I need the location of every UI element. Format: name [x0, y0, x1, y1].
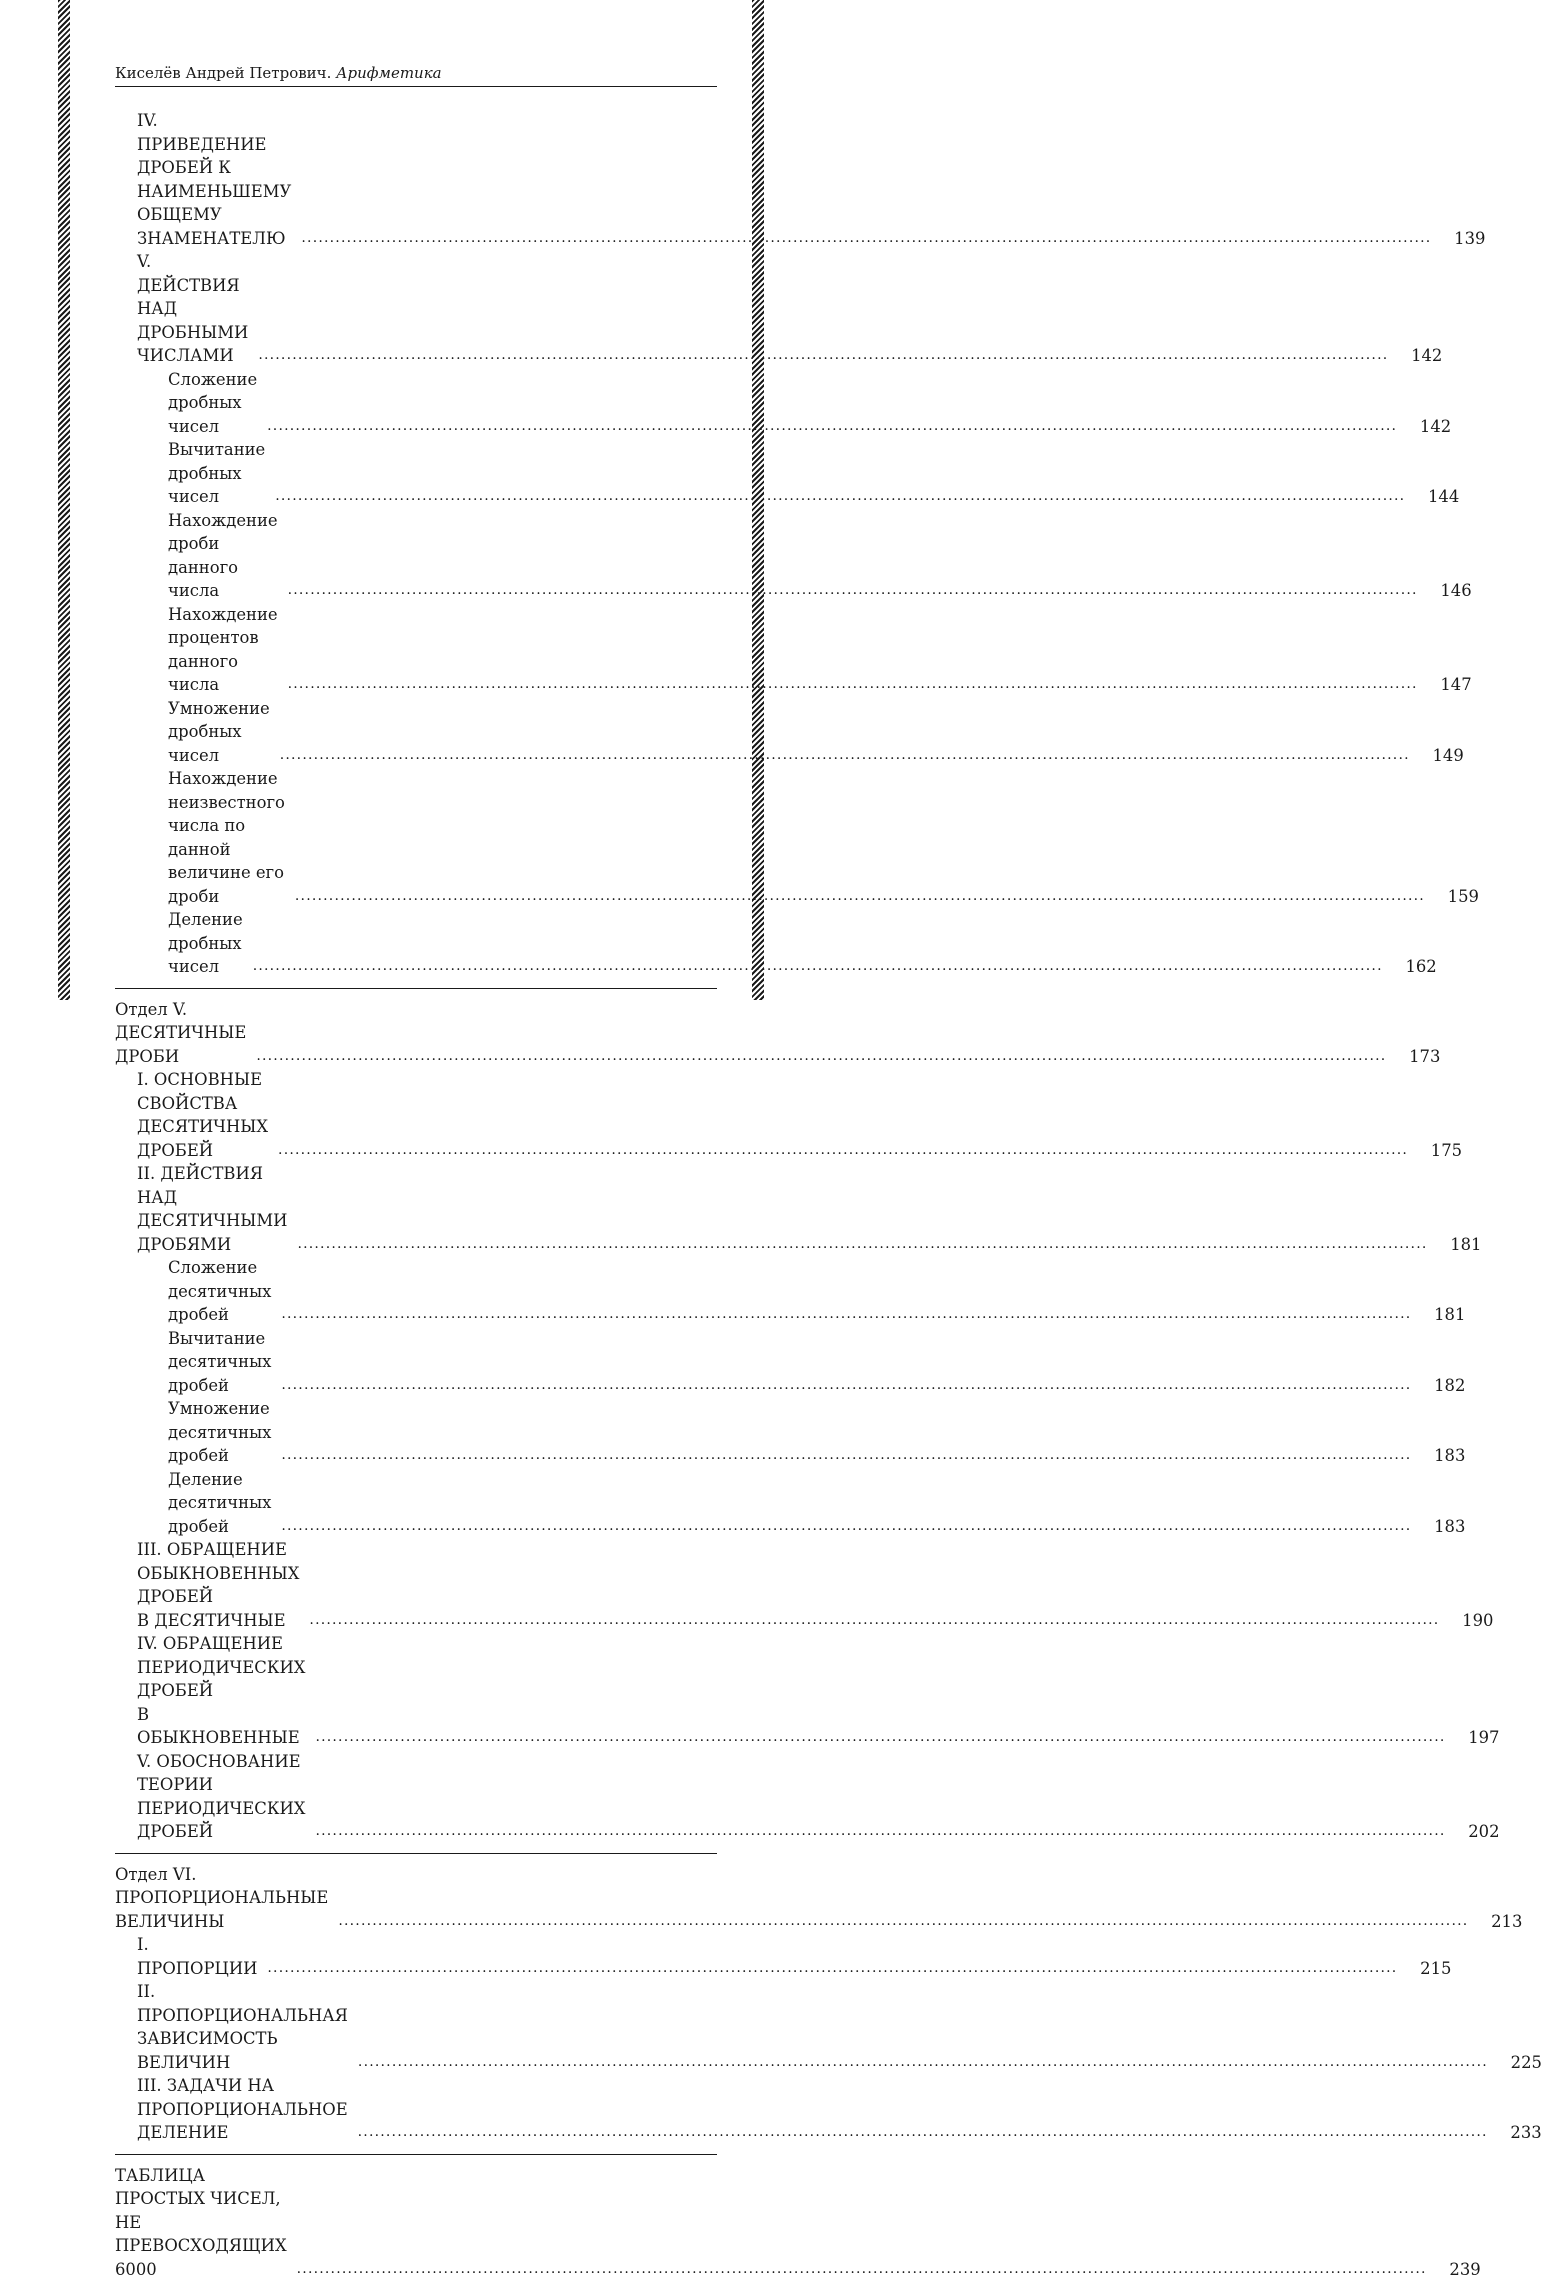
dot-leader	[338, 1910, 1468, 1934]
toc-entry-title	[137, 1538, 299, 1632]
toc-entry	[115, 1632, 717, 1750]
toc-entry-title	[168, 1468, 271, 1539]
toc-page-number: 149	[1426, 744, 1464, 768]
dot-leader	[278, 1139, 1408, 1163]
toc-entry-title-line: I. ОСНОВНЫЕ СВОЙСТВА ДЕСЯТИЧНЫХ	[137, 1068, 268, 1139]
dot-leader	[358, 2051, 1488, 2075]
toc-entry-title	[115, 2164, 287, 2281]
dot-leader	[267, 1957, 1397, 1981]
toc-entry	[115, 1397, 717, 1468]
toc-entry-title-line: ТАБЛИЦА ПРОСТЫХ ЧИСЕЛ,	[115, 2164, 287, 2211]
toc-entry-title	[168, 767, 285, 908]
toc-entry-title-line: Нахождение дроби данного числа	[168, 509, 278, 603]
toc-entry-title	[137, 1632, 305, 1750]
toc-entry-title-line: величине его дроби	[168, 861, 285, 908]
toc-entry-title-line: Деление десятичных дробей	[168, 1468, 271, 1539]
dot-leader	[315, 1820, 1445, 1844]
toc-page-number: 162	[1399, 955, 1437, 979]
dot-leader	[281, 1515, 1411, 1539]
dot-leader	[275, 485, 1405, 509]
table-of-contents	[115, 109, 717, 2281]
toc-entry	[115, 603, 717, 697]
toc-entry	[115, 988, 717, 1069]
dot-leader	[280, 744, 1410, 768]
toc-entry-title-line: V. ДЕЙСТВИЯ НАД ДРОБНЫМИ ЧИСЛАМИ	[137, 250, 248, 368]
toc-entry-title	[168, 603, 278, 697]
toc-entry-title	[115, 998, 246, 1069]
header-author: Киселёв Андрей Петрович.	[115, 64, 331, 82]
toc-entry-title	[168, 438, 265, 509]
toc-page-number: 239	[1443, 2258, 1481, 2281]
toc-entry	[115, 1538, 717, 1632]
dot-leader	[315, 1726, 1445, 1750]
toc-page-number: 175	[1424, 1139, 1462, 1163]
toc-entry-title-line: Умножение десятичных дробей	[168, 1397, 271, 1468]
running-header	[115, 63, 717, 87]
toc-entry-title-line: Вычитание десятичных дробей	[168, 1327, 271, 1398]
toc-entry-title	[168, 1397, 271, 1468]
dot-leader	[309, 1609, 1439, 1633]
toc-entry	[115, 509, 717, 603]
toc-entry-title	[168, 1256, 271, 1327]
toc-page-number: 202	[1462, 1820, 1500, 1844]
toc-entry-title-line: Вычитание дробных чисел	[168, 438, 265, 509]
toc-page-number: 142	[1413, 415, 1451, 439]
toc-entry-title-line: Деление дробных чисел	[168, 908, 243, 979]
toc-entry	[115, 2154, 717, 2281]
toc-page-number: 215	[1413, 1957, 1451, 1981]
dot-leader	[281, 1303, 1411, 1327]
toc-entry-title	[115, 1863, 328, 1934]
toc-entry-title-line: ДРОБЕЙ	[137, 1820, 305, 1844]
toc-entry-title-line: ДРОБЕЙ	[137, 1139, 268, 1163]
toc-page-number: 142	[1404, 344, 1442, 368]
toc-page-number: 173	[1402, 1045, 1440, 1069]
dot-leader	[297, 1233, 1427, 1257]
toc-entry	[115, 1327, 717, 1398]
toc-page-number: 144	[1421, 485, 1459, 509]
toc-entry-title	[137, 109, 291, 250]
toc-page-number: 197	[1462, 1726, 1500, 1750]
toc-entry-title-line: V. ОБОСНОВАНИЕ ТЕОРИИ ПЕРИОДИЧЕСКИХ	[137, 1750, 305, 1821]
toc-entry	[115, 1750, 717, 1844]
toc-entry-title-line: II. ПРОПОРЦИОНАЛЬНАЯ ЗАВИСИМОСТЬ	[137, 1980, 348, 2051]
header-book-title: Арифметика	[336, 64, 441, 82]
toc-entry-title-line: Нахождение неизвестного числа по данной	[168, 767, 285, 861]
toc-entry-title-line: В ДЕСЯТИЧНЫЕ	[137, 1609, 299, 1633]
toc-page-number: 183	[1427, 1515, 1465, 1539]
toc-page-number: 233	[1504, 2121, 1542, 2145]
toc-entry	[115, 2074, 717, 2145]
toc-entry-title-line: Отдел V. ДЕСЯТИЧНЫЕ ДРОБИ	[115, 998, 246, 1069]
toc-entry	[115, 250, 717, 368]
toc-entry-title-line: НЕ ПРЕВОСХОДЯЩИХ 6000	[115, 2211, 287, 2281]
toc-entry-title-line: I. ПРОПОРЦИИ	[137, 1933, 257, 1980]
toc-entry-title-line: Сложение дробных чисел	[168, 368, 257, 439]
dot-leader	[301, 227, 1431, 251]
toc-entry	[115, 438, 717, 509]
toc-entry-title	[168, 697, 270, 768]
left-page-edge-decoration	[58, 0, 70, 1000]
dot-leader	[288, 579, 1418, 603]
toc-entry	[115, 1933, 717, 1980]
toc-entry-title-line: IV. ПРИВЕДЕНИЕ ДРОБЕЙ К НАИМЕНЬШЕМУ	[137, 109, 291, 203]
toc-page-number: 181	[1444, 1233, 1482, 1257]
toc-entry	[115, 1980, 717, 2074]
toc-entry-title-line: Сложение десятичных дробей	[168, 1256, 271, 1327]
toc-entry-title	[137, 2074, 348, 2145]
toc-page-number: 159	[1441, 885, 1479, 909]
toc-entry-title	[137, 1980, 348, 2074]
dot-leader	[256, 1045, 1386, 1069]
toc-entry-title	[137, 250, 248, 368]
toc-entry-title	[137, 1933, 257, 1980]
dot-leader	[358, 2121, 1488, 2145]
dot-leader	[281, 1374, 1411, 1398]
toc-entry-title-line: III. ОБРАЩЕНИЕ ОБЫКНОВЕННЫХ ДРОБЕЙ	[137, 1538, 299, 1609]
toc-entry-title	[168, 1327, 271, 1398]
toc-entry	[115, 908, 717, 979]
toc-entry	[115, 697, 717, 768]
toc-entry	[115, 368, 717, 439]
toc-entry	[115, 767, 717, 908]
dot-leader	[288, 673, 1418, 697]
toc-entry-title-line: В ОБЫКНОВЕННЫЕ	[137, 1703, 305, 1750]
toc-page-number: 190	[1455, 1609, 1493, 1633]
dot-leader	[281, 1444, 1411, 1468]
dot-leader	[295, 885, 1425, 909]
toc-entry-title-line: Умножение дробных чисел	[168, 697, 270, 768]
toc-entry-title-line: Нахождение процентов данного числа	[168, 603, 278, 697]
dot-leader	[253, 955, 1383, 979]
toc-entry-title-line: Отдел VI. ПРОПОРЦИОНАЛЬНЫЕ ВЕЛИЧИНЫ	[115, 1863, 328, 1934]
toc-entry-title-line: ОБЩЕМУ ЗНАМЕНАТЕЛЮ	[137, 203, 291, 250]
dot-leader	[297, 2258, 1427, 2281]
toc-entry-title	[137, 1750, 305, 1844]
toc-page-number: 213	[1484, 1910, 1522, 1934]
toc-entry-title	[168, 908, 243, 979]
toc-entry-title-line: IV. ОБРАЩЕНИЕ ПЕРИОДИЧЕСКИХ ДРОБЕЙ	[137, 1632, 305, 1703]
dot-leader	[258, 344, 1388, 368]
toc-entry-title	[168, 509, 278, 603]
toc-entry-title-line: ВЕЛИЧИН	[137, 2051, 348, 2075]
toc-entry-title-line: II. ДЕЙСТВИЯ НАД ДЕСЯТИЧНЫМИ ДРОБЯМИ	[137, 1162, 287, 1256]
toc-page-number: 225	[1504, 2051, 1542, 2075]
toc-entry-title	[137, 1068, 268, 1162]
dot-leader	[267, 415, 1397, 439]
toc-entry-title-line: III. ЗАДАЧИ НА ПРОПОРЦИОНАЛЬНОЕ ДЕЛЕНИЕ	[137, 2074, 348, 2145]
toc-entry	[115, 109, 717, 250]
toc-page-number: 182	[1427, 1374, 1465, 1398]
toc-page-number: 146	[1434, 579, 1472, 603]
toc-page-number: 147	[1434, 673, 1472, 697]
toc-page-number: 139	[1447, 227, 1485, 251]
toc-page-number: 181	[1427, 1303, 1465, 1327]
toc-entry	[115, 1468, 717, 1539]
toc-entry-title	[168, 368, 257, 439]
toc-entry	[115, 1162, 717, 1256]
toc-page-number: 183	[1427, 1444, 1465, 1468]
toc-entry	[115, 1068, 717, 1162]
toc-entry	[115, 1853, 717, 1934]
toc-entry-title	[137, 1162, 287, 1256]
toc-entry	[115, 1256, 717, 1327]
